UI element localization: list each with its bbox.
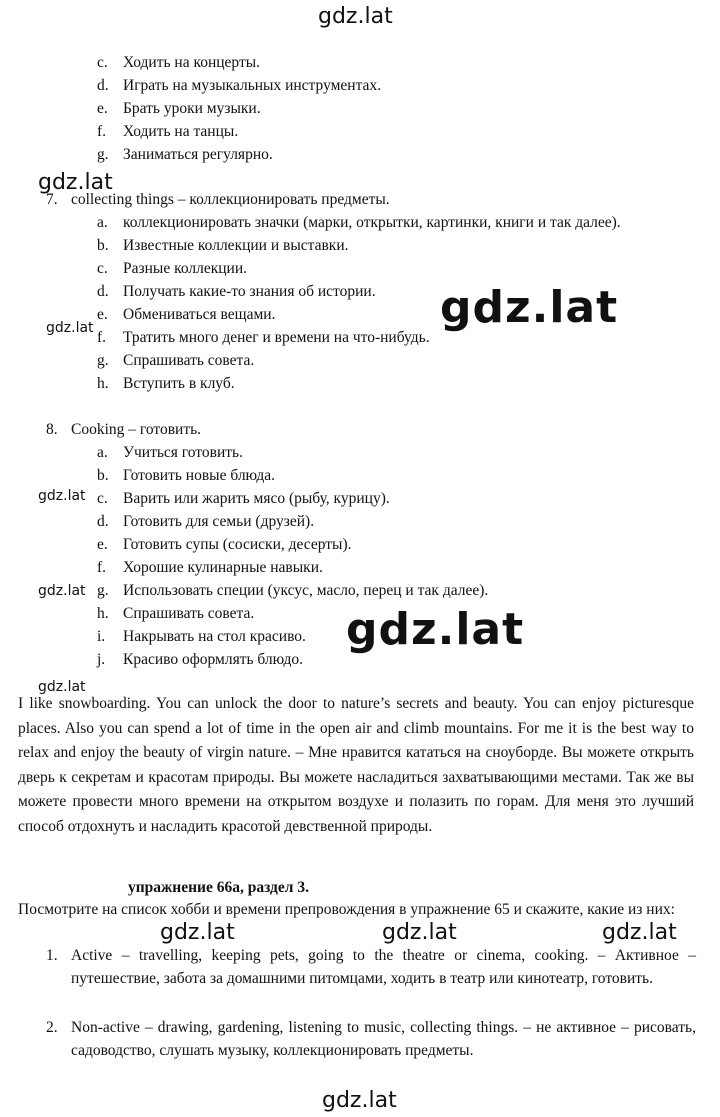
watermark-row-1: gdz.lat (160, 920, 235, 945)
list-item: b. Готовить новые блюда. (97, 467, 275, 484)
watermark-left-4: gdz.lat (38, 583, 86, 599)
list-item: g. Заниматься регулярно. (97, 146, 273, 163)
list-item: b. Известные коллекции и выставки. (97, 237, 349, 254)
watermark-big-1: gdz.lat (440, 282, 619, 333)
list-item: g. Спрашивать совета. (97, 352, 255, 369)
watermark-bottom: gdz.lat (322, 1088, 397, 1113)
list-item: g. Использовать специи (уксус, масло, перец и так далее). (97, 582, 489, 599)
list-item: a. Учиться готовить. (97, 444, 243, 461)
watermark-left-2: gdz.lat (46, 320, 94, 336)
exercise-intro: Посмотрите на список хобби и времени препровождения в упражнение 65 и скажите, какие из них: (18, 901, 675, 918)
list-item: d. Играть на музыкальных инструментах. (97, 77, 382, 94)
watermark-top: gdz.lat (318, 4, 393, 29)
watermark-row-2: gdz.lat (382, 920, 457, 945)
list-item: e. Брать уроки музыки. (97, 100, 261, 117)
exercise-heading: упражнение 66а, раздел 3. (128, 879, 309, 896)
list-item: d. Готовить для семьи (друзей). (97, 513, 315, 530)
list-item: a. коллекционировать значки (марки, открытки, картинки, книги и так далее). (97, 214, 621, 231)
watermark-left-3: gdz.lat (38, 488, 86, 504)
list-item: d. Получать какие-то знания об истории. (97, 283, 376, 300)
list-item: c. Разные коллекции. (97, 260, 248, 277)
section-7-title: 7. collecting things – коллекционировать предметы. (46, 191, 390, 208)
list-item: c. Варить или жарить мясо (рыбу, курицу). (97, 490, 390, 507)
list-item: f. Хорошие кулинарные навыки. (97, 559, 323, 576)
list-item: f. Ходить на танцы. (97, 123, 239, 140)
list-item: h. Спрашивать совета. (97, 605, 255, 622)
list-item: h. Вступить в клуб. (97, 375, 235, 392)
list-item: f. Тратить много денег и времени на что-нибудь. (97, 329, 430, 346)
snowboarding-paragraph: I like snowboarding. You can unlock the door to nature’s secrets and beauty. You can enjoy picturesque places. Also you can spend a lot of time in the open air and climb mountains. For me it is the best way to relax and enjoy the beauty of virgin nature. – Мне нравится кататься на сноуборде. Вы можете открыть дверь к секретам и красотам природы. Вы можете насладиться захватывающими местами. Так же вы можете провести много времени на открытом воздухе и полазить по горам. Для меня это лучший способ отдохнуть и насладить красотой девственной природы. (18, 695, 694, 835)
exercise-item: 2. Non-active – drawing, gardening, listening to music, collecting things. – не активное – рисовать, садоводство, слушать музыку, коллекционировать предметы. (46, 1019, 696, 1059)
watermark-left-5: gdz.lat (38, 679, 86, 695)
list-item: e. Обмениваться вещами. (97, 306, 276, 323)
list-item: e. Готовить супы (сосиски, десерты). (97, 536, 352, 553)
watermark-row-3: gdz.lat (602, 920, 677, 945)
list-item: c. Ходить на концерты. (97, 54, 261, 71)
watermark-left-1: gdz.lat (38, 170, 113, 195)
exercise-item: 1. Active – travelling, keeping pets, going to the theatre or cinema, cooking. – Активное – путешествие, забота за домашними питомцами, ходить в театр или кинотеатр, готовить. (46, 947, 696, 987)
watermark-big-2: gdz.lat (346, 604, 525, 655)
section-8-title: 8. Cooking – готовить. (46, 421, 202, 438)
list-item: i. Накрывать на стол красиво. (97, 628, 306, 645)
list-item: j. Красиво оформлять блюдо. (97, 651, 303, 668)
